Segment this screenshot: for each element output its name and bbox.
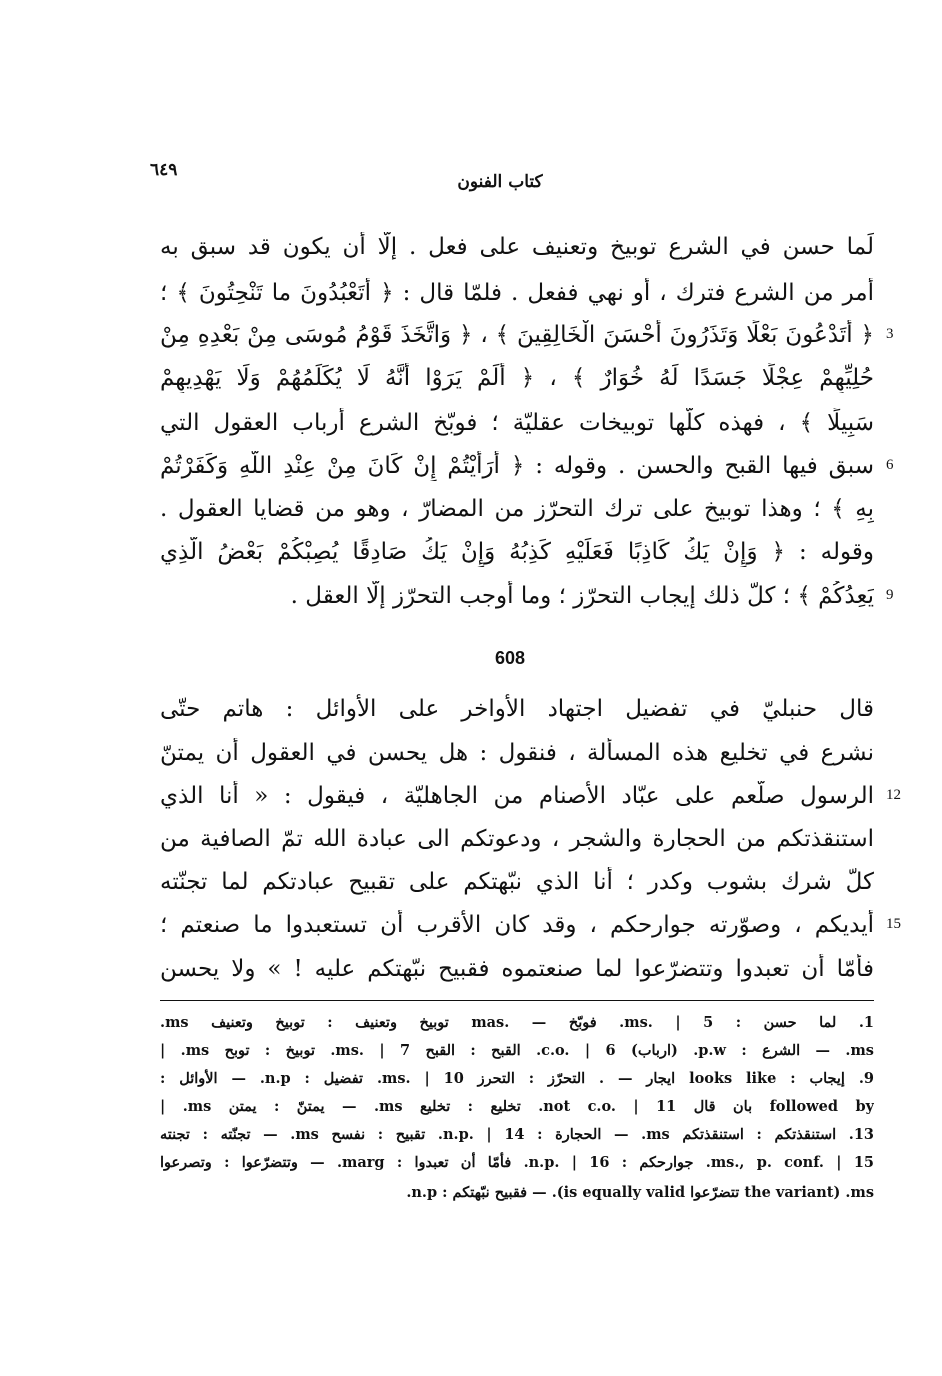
line-number: 12 — [886, 787, 901, 803]
line-number: 9 — [886, 587, 894, 603]
footnote-line: ms. (the variant تتضرّعوا is equally valid). — فقبيح نبّهتكم : n.p. — [406, 1184, 874, 1201]
page-number: ٦٤٩ — [150, 160, 178, 180]
text-line: أيديكم ، وصوّرته جوارحكم ، وقد كان الأقرب أن تستعبدوا ما صنعتم ؛ — [160, 912, 874, 938]
text-line: استنقذتكم من الحجارة والشجر ، ودعوتكم الى عبادة الله تمّ الصافية من — [160, 826, 874, 852]
text-line: قال حنبليّ في تفضيل اجتهاد الأواخر على الأوائل : هاتم حتّى — [160, 696, 874, 722]
footnote-line: 9. إيجاب : looks like ايجار — . التحرّز : التحرز ms. | 10. تفضيل : n.p. — الأوائل : — [160, 1070, 874, 1087]
text-line: الرسول صلّعم على عبّاد الأصنام من الجاهليّة ، فيقول : « أنا الذي — [160, 783, 874, 809]
text-line: ﴿ أَتَدْعُونَ بَعْلًا وَتَذَرُونَ أَحْسَنَ الْخَالِقِينَ ﴾ ، ﴿ وَاتَّخَذَ قَوْمُ مُوسَى مِنْ بَعْدِهِ مِنْ — [160, 322, 874, 348]
footnote-line: 1. لما حسن : ms. | 5. فوبّخ — .mas توبيخ وتعنيف : توبيخ وتعنيف ms. — [160, 1014, 874, 1031]
text-line: بِهِ ﴾ ؛ وهذا توبيخ على ترك التحرّز من المضارّ ، وهو من قضايا العقول . — [160, 496, 874, 522]
footnote-line: 13. استنقذتكم : استنقذتكم ms. — الحجارة : n.p. | 14. تقبيح : نفسح ms. — تجنّته : تجنته — [160, 1126, 874, 1143]
section-number: 608 — [494, 648, 526, 668]
line-number: 6 — [886, 457, 894, 473]
text-line: أمر من الشرع فترك ، أو نهي ففعل . فلمّا قال : ﴿ أَتَعْبُدُونَ ما تَنْحِتُونَ ﴾ ؛ — [160, 280, 874, 306]
footnote-line: ms. — الشرع : p.w. (ارباب) c.o. | 6. القبح : القبح ms. | 7. توبيخ : توبح ms. | — [160, 1042, 874, 1059]
text-line: سَبِيلًا ﴾ ، فهذه كلّها توبيخات عقليّة ؛ فوبّخ الشرع أرباب العقول التي — [160, 410, 874, 436]
text-line: كلّ شرك بشوب وكدر ؛ أنا الذي نبّهتكم على تقبيح عبادتكم لما تجنّته — [160, 869, 874, 895]
footnote-line: followed by بان قال not c.o. | 11. تخليع : تخليع ms. — يمتنّ : يمتن ms. | — [160, 1098, 874, 1115]
text-line: نشرع في تخليع هذه المسألة ، فنقول : هل يحسن في العقول أن يمتنّ — [160, 740, 874, 766]
text-line: حُلِيِّهِمْ عِجْلًا جَسَدًا لَهُ خُوَارٌ ﴾ ، ﴿ أَلَمْ يَرَوْا أَنَّهُ لَا يُكَلِّمُهُمْ وَلَا يَهْدِيهِمْ — [160, 365, 874, 391]
text-line: يَعِدُكُمْ ﴾ ؛ كلّ ذلك إيجاب التحرّز ؛ وما أوجب التحرّز إلّا العقل . — [290, 583, 874, 609]
line-number: 15 — [886, 916, 901, 932]
line-number: 3 — [886, 326, 894, 342]
footnote-line: ms., p. conf. | 15. جوارحكم : n.p. | 16. فأمّا أن تعبدوا : marg. — وتتضرّعوا : وتصرعوا — [160, 1154, 874, 1171]
text-line: فأمّا أن تعبدوا وتتضرّعوا لما صنعتموه فقبيح نبّهتكم عليه ! » ولا يحسن — [160, 956, 874, 982]
footnote-rule — [160, 1000, 874, 1001]
running-title: كتاب الفنون — [457, 172, 543, 192]
text-line: وقوله : ﴿ وَإِنْ يَكُ كَاذِبًا فَعَلَيْهِ كَذِبُهُ وَإِنْ يَكُ صَادِقًا يُصِبْكُمْ بَعْضُ الَّذِي — [160, 539, 874, 565]
text-line: لَما حسن في الشرع توبيخ وتعنيف على فعل . إلّا أن يكون قد سبق به — [160, 234, 874, 260]
text-line: سبق فيها القبح والحسن . وقوله : ﴿ أَرَأَيْتُمْ إِنْ كَانَ مِنْ عِنْدِ اللَّهِ وَكَفَرْتُمْ — [160, 453, 874, 479]
